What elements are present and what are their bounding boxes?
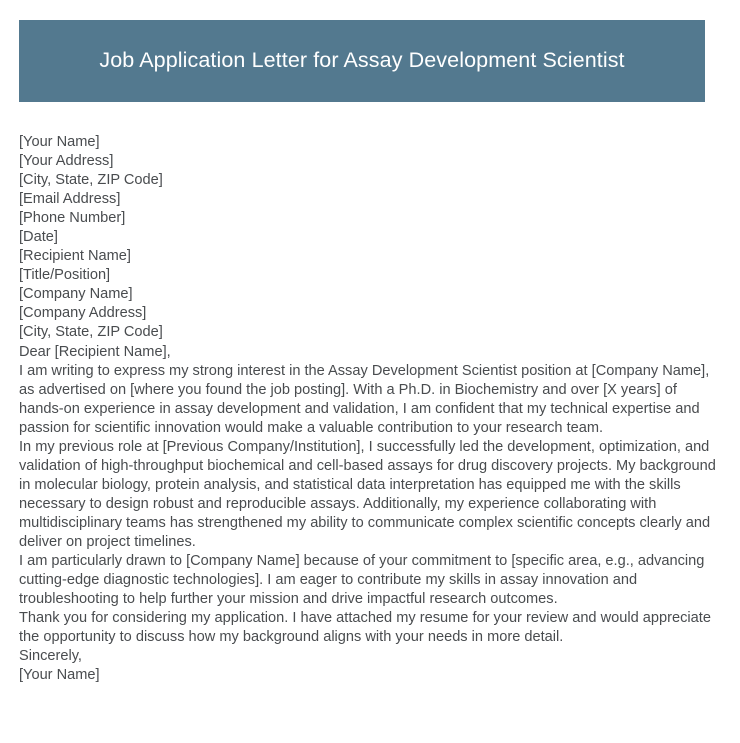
- recipient-line-company: [Company Name]: [19, 286, 133, 303]
- sender-address-block: [19, 133, 719, 247]
- body-paragraph-3: I am particularly drawn to [Company Name] because of your commitment to [specific area, e.g., advancing cutting-edge diagnostic technologies]. I am eager to contribute my skills in assay innovation and troubleshooting to help further your mission and drive impactful research outcomes.: [19, 553, 705, 608]
- recipient-line-city: [City, State, ZIP Code]: [19, 324, 163, 341]
- letter-header-banner: [19, 20, 705, 102]
- recipient-line-title: [Title/Position]: [19, 267, 111, 284]
- signature: [Your Name]: [19, 667, 100, 684]
- sender-line-address: [Your Address]: [19, 153, 114, 170]
- letter-body: [19, 133, 719, 685]
- salutation: Dear [Recipient Name],: [19, 343, 171, 360]
- page-title: Job Application Letter for Assay Development Scientist: [99, 48, 625, 73]
- sender-line-name: [Your Name]: [19, 134, 100, 150]
- sender-line-date: [Date]: [19, 229, 58, 246]
- body-paragraph-1: I am writing to express my strong interest in the Assay Development Scientist position at [Company Name], as advertised on [where you found the job posting]. With a Ph.D. in Biochemistry and over [X years] of hands-on experience in assay development and validation, I am confident that my technical expertise and passion for scientific innovation would make a valuable contribution to your research team.: [19, 362, 710, 436]
- sender-line-phone: [Phone Number]: [19, 210, 126, 227]
- closing: Sincerely,: [19, 648, 82, 665]
- recipient-address-block: [19, 247, 719, 342]
- recipient-line-name: [Recipient Name]: [19, 248, 131, 265]
- body-paragraph-2: In my previous role at [Previous Company/Institution], I successfully led the development, optimization, and validation of high-throughput biochemical and cell-based assays for drug discovery projects. My background in molecular biology, protein analysis, and statistical data interpretation has equipped me with the skills necessary to design robust and reproducible assays. Additionally, my experience collaborating with multidisciplinary teams has strengthened my ability to communicate complex scientific concepts clearly and deliver on project timelines.: [19, 438, 716, 550]
- recipient-line-address: [Company Address]: [19, 305, 147, 322]
- sender-line-city: [City, State, ZIP Code]: [19, 172, 163, 189]
- sender-line-email: [Email Address]: [19, 191, 121, 208]
- body-paragraph-4: Thank you for considering my application. I have attached my resume for your review and would appreciate the opportunity to discuss how my background aligns with your needs in more detail.: [19, 610, 711, 646]
